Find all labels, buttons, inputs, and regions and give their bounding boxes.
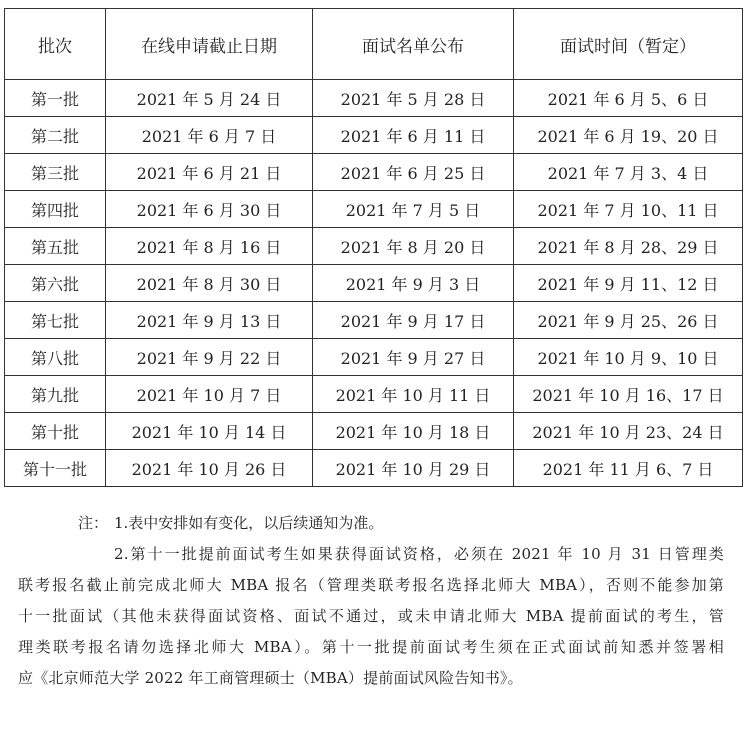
interview-time-cell: 2021 年 7 月 3、4 日	[514, 154, 743, 191]
header-interview-list-announcement: 面试名单公布	[313, 9, 514, 80]
note-2-line-1	[18, 539, 724, 570]
interview-time-cell: 2021 年 6 月 19、20 日	[514, 117, 743, 154]
application-deadline-cell: 2021 年 8 月 30 日	[106, 265, 313, 302]
batch-cell: 第九批	[5, 376, 106, 413]
application-deadline-cell: 2021 年 6 月 21 日	[106, 154, 313, 191]
interview-time-cell: 2021 年 9 月 11、12 日	[514, 265, 743, 302]
list-announcement-cell: 2021 年 8 月 20 日	[313, 228, 514, 265]
interview-time-cell: 2021 年 9 月 25、26 日	[514, 302, 743, 339]
batch-cell: 第八批	[5, 339, 106, 376]
interview-time-cell: 2021 年 6 月 5、6 日	[514, 80, 743, 117]
list-announcement-cell: 2021 年 10 月 29 日	[313, 450, 514, 487]
interview-time-cell: 2021 年 11 月 6、7 日	[514, 450, 743, 487]
header-batch: 批次	[5, 9, 106, 80]
header-application-deadline: 在线申请截止日期	[106, 9, 313, 80]
list-announcement-cell: 2021 年 7 月 5 日	[313, 191, 514, 228]
batch-cell: 第十批	[5, 413, 106, 450]
table-row	[5, 376, 743, 413]
list-announcement-cell: 2021 年 6 月 11 日	[313, 117, 514, 154]
interview-time-cell: 2021 年 10 月 23、24 日	[514, 413, 743, 450]
list-announcement-cell: 2021 年 9 月 17 日	[313, 302, 514, 339]
list-announcement-cell: 2021 年 9 月 3 日	[313, 265, 514, 302]
table-row	[5, 339, 743, 376]
note-2-line-5: 应《北京师范大学 2022 年工商管理硕士（MBA）提前面试风险告知书》。	[18, 669, 523, 687]
table-row	[5, 80, 743, 117]
application-deadline-cell: 2021 年 10 月 26 日	[106, 450, 313, 487]
batch-cell: 第六批	[5, 265, 106, 302]
interview-time-cell: 2021 年 7 月 10、11 日	[514, 191, 743, 228]
note-1-text: 1.表中安排如有变化，以后续通知为准。	[114, 514, 384, 532]
application-deadline-cell: 2021 年 9 月 22 日	[106, 339, 313, 376]
application-deadline-cell: 2021 年 9 月 13 日	[106, 302, 313, 339]
batch-schedule-table	[4, 8, 743, 487]
list-announcement-cell: 2021 年 10 月 18 日	[313, 413, 514, 450]
interview-time-cell: 2021 年 10 月 9、10 日	[514, 339, 743, 376]
batch-cell: 第五批	[5, 228, 106, 265]
application-deadline-cell: 2021 年 6 月 7 日	[106, 117, 313, 154]
table-row	[5, 302, 743, 339]
batch-cell: 第十一批	[5, 450, 106, 487]
table-row	[5, 413, 743, 450]
batch-cell: 第四批	[5, 191, 106, 228]
note-2-line-2: 联考报名截止前完成北师大 MBA 报名（管理类联考报名选择北师大 MBA），否则不能参加第	[18, 576, 724, 594]
table-row	[5, 117, 743, 154]
application-deadline-cell: 2021 年 5 月 24 日	[106, 80, 313, 117]
list-announcement-cell: 2021 年 5 月 28 日	[313, 80, 514, 117]
table-row	[5, 265, 743, 302]
note-1	[18, 508, 724, 539]
batch-cell: 第一批	[5, 80, 106, 117]
list-announcement-cell: 2021 年 6 月 25 日	[313, 154, 514, 191]
table-header-row	[5, 9, 743, 80]
table-row	[5, 450, 743, 487]
interview-time-cell: 2021 年 8 月 28、29 日	[514, 228, 743, 265]
application-deadline-cell: 2021 年 6 月 30 日	[106, 191, 313, 228]
application-deadline-cell: 2021 年 10 月 7 日	[106, 376, 313, 413]
list-announcement-cell: 2021 年 10 月 11 日	[313, 376, 514, 413]
table-row	[5, 191, 743, 228]
batch-cell: 第三批	[5, 154, 106, 191]
interview-time-cell: 2021 年 10 月 16、17 日	[514, 376, 743, 413]
application-deadline-cell: 2021 年 10 月 14 日	[106, 413, 313, 450]
notes-section	[18, 508, 724, 694]
table-row	[5, 228, 743, 265]
list-announcement-cell: 2021 年 9 月 27 日	[313, 339, 514, 376]
batch-cell: 第七批	[5, 302, 106, 339]
table-row	[5, 154, 743, 191]
note-2-line-3: 十一批面试（其他未获得面试资格、面试不通过，或未申请北师大 MBA 提前面试的考生，管	[18, 607, 724, 625]
header-interview-time: 面试时间（暂定）	[514, 9, 743, 80]
batch-cell: 第二批	[5, 117, 106, 154]
application-deadline-cell: 2021 年 8 月 16 日	[106, 228, 313, 265]
note-2-line-4: 理类联考报名请勿选择北师大 MBA）。第十一批提前面试考生须在正式面试前知悉并签署相	[18, 638, 724, 656]
notes-prefix: 注：	[78, 514, 109, 532]
note-2-text: 2.第十一批提前面试考生如果获得面试资格，必须在 2021 年 10 月 31 日管理类	[114, 545, 724, 563]
